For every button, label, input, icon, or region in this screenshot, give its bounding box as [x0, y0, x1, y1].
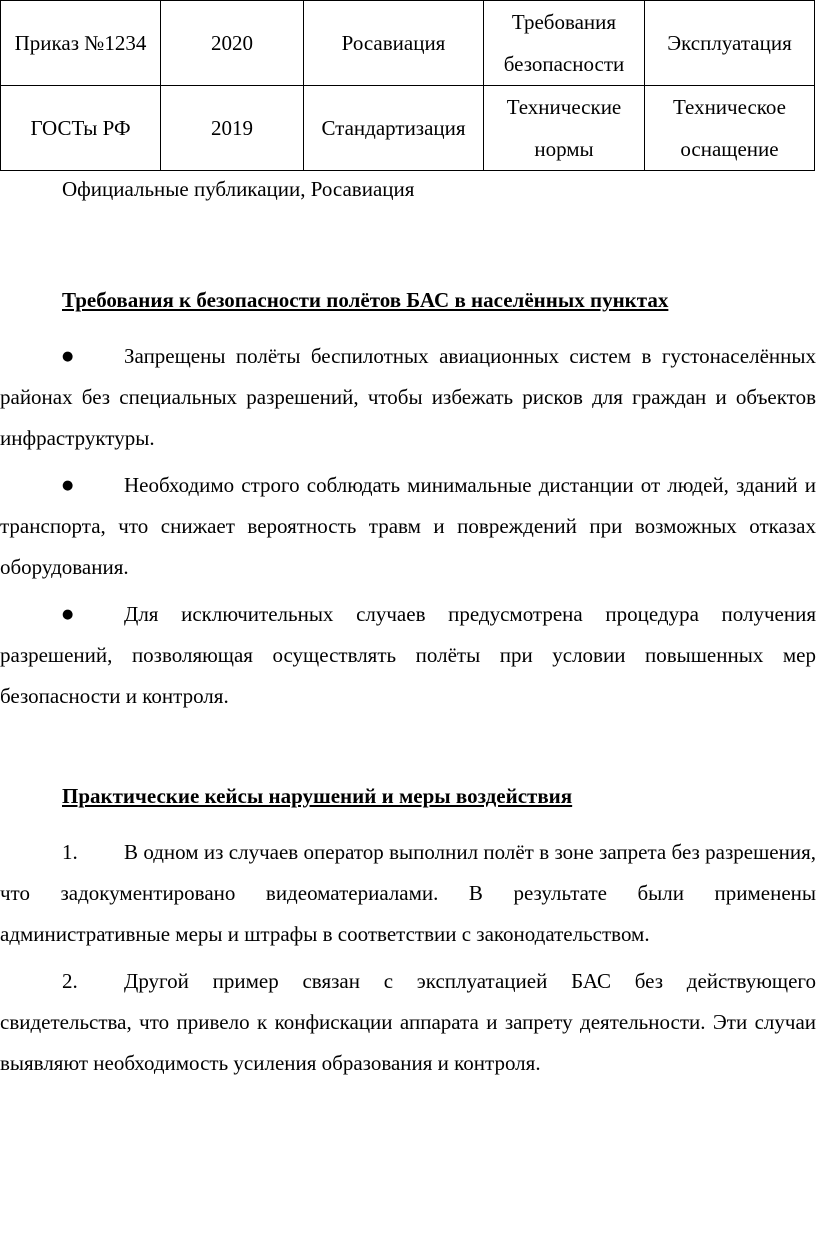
table-cell-source: Стандартизация: [304, 86, 484, 171]
list-item-text: В одном из случаев оператор выполнил полёт в зоне запрета без разрешения, что задокументировано видеоматериалами. В результате были применены административные меры и штрафы в соответствии с законодательством.: [0, 840, 816, 946]
table-row: [1, 1, 815, 86]
list-item: [0, 832, 816, 955]
list-item: [0, 961, 816, 1084]
list-item-text: Другой пример связан с эксплуатацией БАС без действующего свидетельства, что привело к конфискации аппарата и запрету деятельности. Эти случаи выявляют необходимость усиления образования и контроля.: [0, 969, 816, 1075]
list-item: [0, 336, 816, 459]
list-item-text: Необходимо строго соблюдать минимальные дистанции от людей, зданий и транспорта, что снижает вероятность травм и повреждений при возможных отказах оборудования.: [0, 473, 816, 579]
table-row: [1, 86, 815, 171]
table-cell-topic: Требования безопасности: [484, 1, 645, 86]
list-item-number: 2.: [62, 969, 78, 993]
source-line: Официальные публикации, Росавиация: [62, 177, 415, 201]
list-item-text: Для исключительных случаев предусмотрена процедура получения разрешений, позволяющая осуществлять полёты при условии повышенных мер безопасности и контроля.: [0, 602, 816, 708]
table-cell-source: Росавиация: [304, 1, 484, 86]
bullet-icon: ●: [62, 607, 74, 622]
table-cell-topic: Технические нормы: [484, 86, 645, 171]
table-cell-document: ГОСТы РФ: [1, 86, 161, 171]
table-cell-area: Техническое оснащение: [645, 86, 815, 171]
table-cell-year: 2019: [161, 86, 304, 171]
table-cell-area: Эксплуатация: [645, 1, 815, 86]
violation-cases-list: [0, 832, 816, 1084]
list-item-text: Запрещены полёты беспилотных авиационных систем в густонаселённых районах без специальных разрешений, чтобы избежать рисков для граждан и объектов инфраструктуры.: [0, 344, 816, 450]
list-item: [0, 465, 816, 588]
list-item: [0, 594, 816, 717]
section-heading-cases: Практические кейсы нарушений и меры воздействия: [62, 784, 573, 808]
table-cell-document: Приказ №1234: [1, 1, 161, 86]
section-heading-safety: Требования к безопасности полётов БАС в населённых пунктах: [62, 288, 669, 312]
list-item-number: 1.: [62, 840, 78, 864]
bullet-icon: ●: [62, 349, 74, 364]
table-cell-year: 2020: [161, 1, 304, 86]
bullet-icon: ●: [62, 478, 74, 493]
reference-table: [0, 0, 815, 171]
safety-requirements-list: [0, 336, 816, 717]
